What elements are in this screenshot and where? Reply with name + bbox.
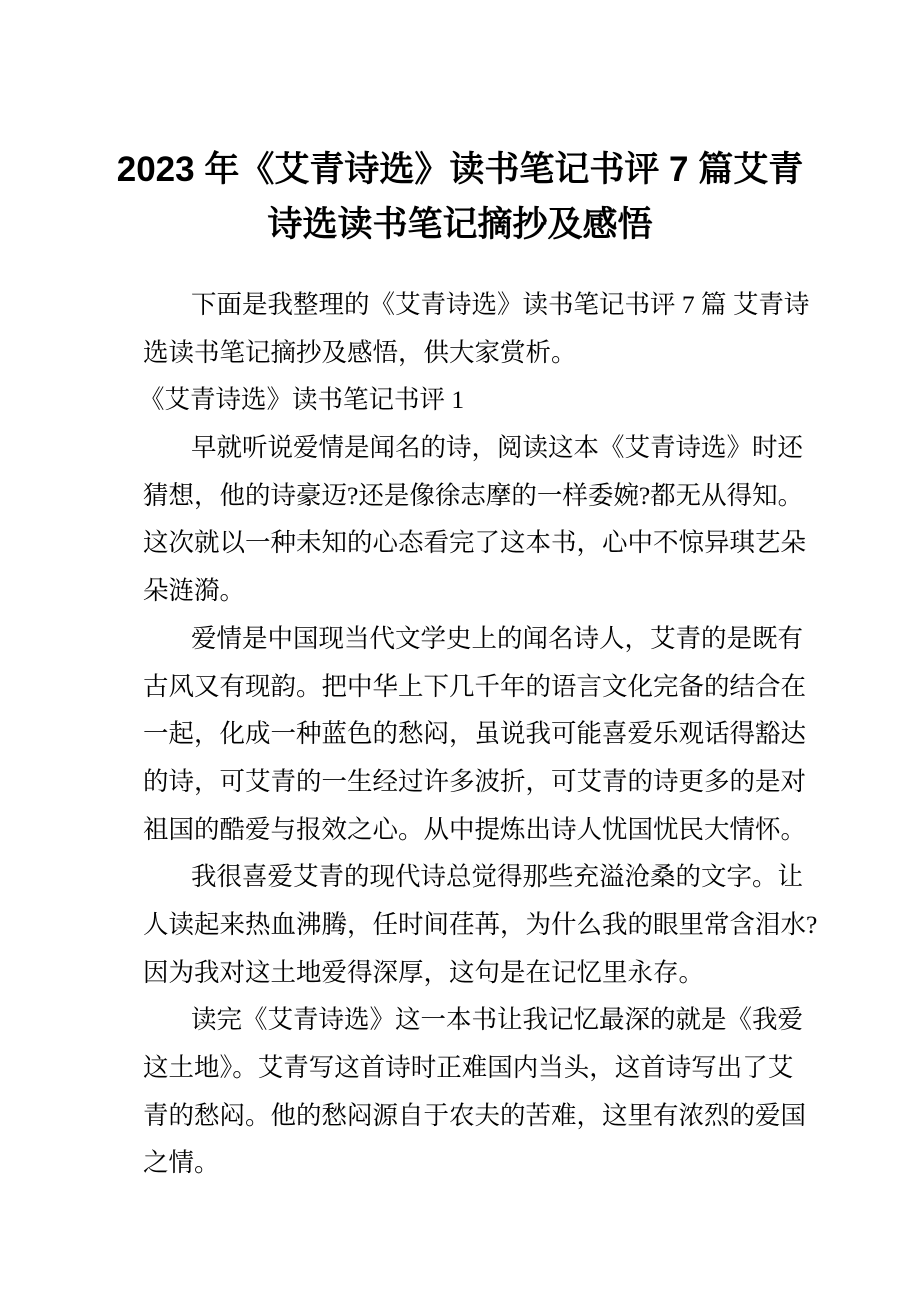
document-title	[0, 142, 920, 252]
text-line: 读完《艾青诗选》这一本书让我记忆最深的就是《我爱	[191, 1005, 804, 1035]
title-line: 诗选读书笔记摘抄及感悟	[267, 205, 653, 244]
text-line: 下面是我整理的《艾青诗选》读书笔记书评 7 篇 艾青诗	[191, 290, 810, 319]
text-line: 因为我对这土地爱得深厚，这句是在记忆里永存。	[143, 957, 705, 987]
text-line: 古风又有现韵。把中华上下几千年的语言文化完备的结合在	[143, 671, 807, 701]
text-line: 一起，化成一种蓝色的愁闷，虽说我可能喜爱乐观话得豁达	[143, 719, 807, 749]
paragraph	[143, 996, 807, 1187]
document-body	[139, 281, 818, 1187]
text-line: 选读书笔记摘抄及感悟，供大家赏析。	[143, 337, 577, 367]
text-line: 我很喜爱艾青的现代诗总觉得那些充溢沧桑的文字。让	[191, 862, 804, 892]
text-line: 祖国的酷爱与报效之心。从中提炼出诗人忧国忧民大情怀。	[143, 814, 807, 844]
text-line: 青的愁闷。他的愁闷源自于农夫的苦难，这里有浓烈的爱国	[143, 1100, 807, 1130]
text-line: 早就听说爱情是闻名的诗，阅读这本《艾青诗选》时还	[191, 433, 804, 463]
text-line: 的诗，可艾青的一生经过许多波折，可艾青的诗更多的是对	[143, 766, 807, 796]
text-line: 这土地》。艾青写这首诗时正难国内当头，这首诗写出了艾	[143, 1053, 794, 1082]
paragraph	[143, 424, 807, 615]
text-line: 猜想，他的诗豪迈?还是像徐志摩的一样委婉?都无从得知。	[143, 480, 804, 510]
paragraph	[143, 615, 807, 853]
text-line: 这次就以一种未知的心态看完了这本书，心中不惊异琪艺朵	[143, 528, 807, 558]
section-heading: 《艾青诗选》读书笔记书评 1	[139, 385, 465, 415]
intro-paragraph	[143, 281, 810, 376]
text-line: 人读起来热血沸腾，任时间荏苒，为什么我的眼里常含泪水?	[143, 909, 818, 939]
text-line: 之情。	[143, 1148, 220, 1178]
paragraph	[143, 853, 818, 996]
text-line: 朵涟漪。	[143, 576, 246, 606]
text-line: 爱情是中国现当代文学史上的闻名诗人，艾青的是既有	[191, 623, 804, 653]
title-line: 2023 年《艾青诗选》读书笔记书评 7 篇艾青	[116, 150, 804, 189]
